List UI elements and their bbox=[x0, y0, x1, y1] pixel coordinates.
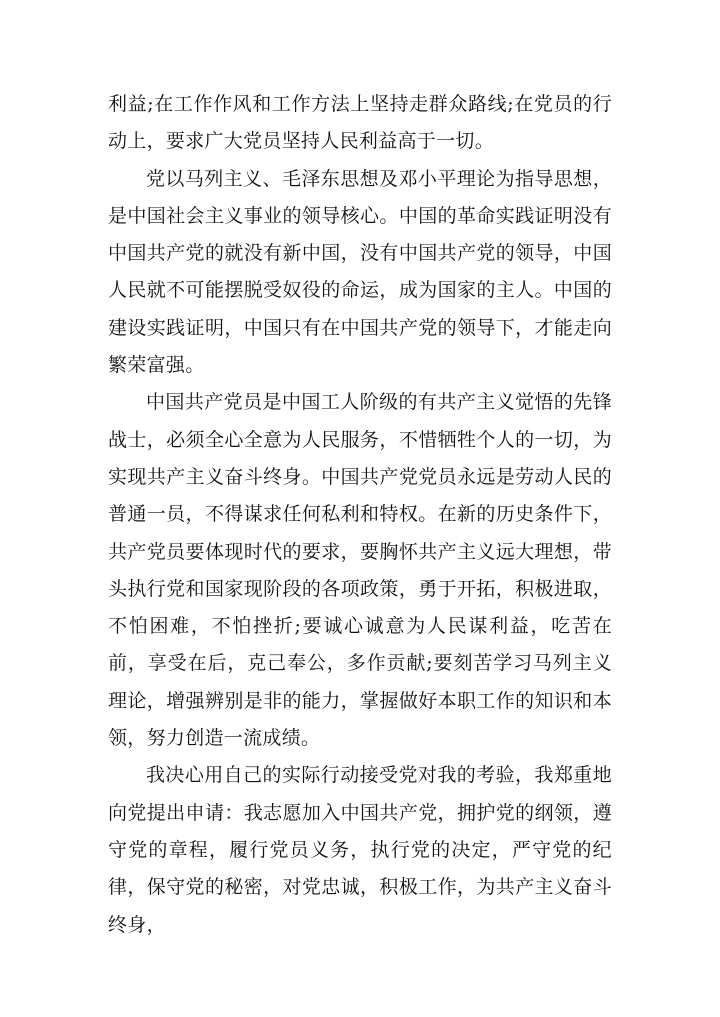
paragraph-party-member-duties: 中国共产党员是中国工人阶级的有共产主义觉悟的先锋战士，必须全心全意为人民服务，不惜牺牲个人的一切，为实现共产主义奋斗终身。中国共产党党员永远是劳动人民的普通一员，不得谋求任何私利和特权。在新的历史条件下，共产党员要体现时代的要求，要胸怀共产主义远大理想，带头执行党和国家现阶段的各项政策，勇于开拓，积极进取，不怕困难，不怕挫折;要诚心诚意为人民谋利益，吃苦在前，享受在后，克己奉公，多作贡献;要刻苦学习马列主义理论，增强辨别是非的能力，掌握做好本职工作的知识和本领，努力创造一流成绩。 bbox=[108, 391, 612, 750]
document-body bbox=[108, 86, 612, 944]
paragraph-continuation: 利益;在工作作风和工作方法上坚持走群众路线;在党员的行动上，要求广大党员坚持人民利益高于一切。 bbox=[108, 93, 612, 153]
paragraph-guiding-thought: 党以马列主义、毛泽东思想及邓小平理论为指导思想，是中国社会主义事业的领导核心。中国的革命实践证明没有中国共产党的就没有新中国，没有中国共产党的领导，中国人民就不可能摆脱受奴役的命运，成为国家的主人。中国的建设实践证明，中国只有在中国共产党的领导下，才能走向繁荣富强。 bbox=[108, 167, 612, 377]
paragraph-application-pledge: 我决心用自己的实际行动接受党对我的考验，我郑重地向党提出申请：我志愿加入中国共产党，拥护党的纲领，遵守党的章程，履行党员义务，执行党的决定，严守党的纪律，保守党的秘密，对党忠诚，积极工作，为共产主义奋斗终身， bbox=[108, 764, 612, 936]
